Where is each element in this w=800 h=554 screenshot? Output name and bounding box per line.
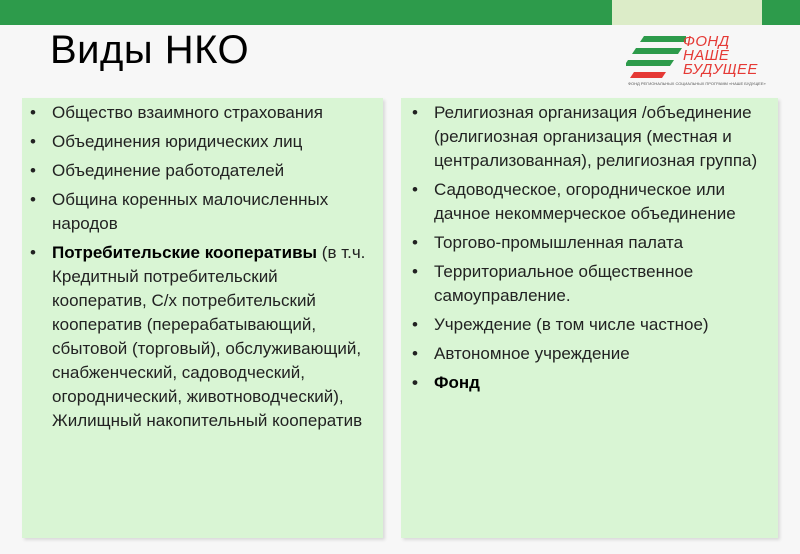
list-item: • Автономное учреждение <box>434 342 770 366</box>
list-item-fund: • Фонд <box>434 371 770 395</box>
list-item: • Объединение работодателей <box>52 159 375 183</box>
list-item: • Учреждение (в том числе частное) <box>434 313 770 337</box>
fund-logo <box>626 32 766 92</box>
left-list <box>22 98 383 433</box>
left-panel <box>22 98 383 538</box>
top-bar-green-end-segment <box>762 0 800 25</box>
list-item: • Торгово-промышленная палата <box>434 231 770 255</box>
page-title: Виды НКО <box>50 28 250 72</box>
top-bar-green-segment <box>0 0 612 25</box>
list-item-consumer-cooperatives <box>52 241 375 433</box>
top-decorative-bar <box>0 0 800 25</box>
list-item: • Общество взаимного страхования <box>52 101 375 125</box>
list-item: • Религиозная организация /объединение (религиозная организация (местная и централизованная), религиозная группа) <box>434 101 770 173</box>
logo-line-2: НАШЕ <box>683 47 730 64</box>
logo-subtitle: ФОНД РЕГИОНАЛЬНЫХ СОЦИАЛЬНЫХ ПРОГРАММ «НАШЕ БУДУЩЕЕ» <box>628 81 766 86</box>
logo-wordmark <box>683 35 758 77</box>
list-item: • Объединения юридических лиц <box>52 130 375 154</box>
right-panel <box>401 98 778 538</box>
top-bar-light-segment <box>612 0 762 25</box>
logo-line-3: БУДУЩЕЕ <box>683 61 758 78</box>
list-item: • Территориальное общественное самоуправление. <box>434 260 770 308</box>
list-item-detail: (в т.ч. Кредитный потребительский кооператив, С/х потребительский кооператив (перерабатывающий, сбытовой (торговый), обслуживающий, снабженческий, садоводческий, огороднический, животноводческий), Жилищный накопительный кооператив <box>52 243 366 430</box>
list-item-bold-heading: Потребительские кооперативы <box>52 243 318 262</box>
logo-stripes-icon <box>626 34 686 84</box>
list-item: • Садоводческое, огородническое или дачное некоммерческое объединение <box>434 178 770 226</box>
list-item: • Община коренных малочисленных народов <box>52 188 375 236</box>
logo-line-1: ФОНД <box>683 33 730 50</box>
right-list <box>401 98 778 395</box>
